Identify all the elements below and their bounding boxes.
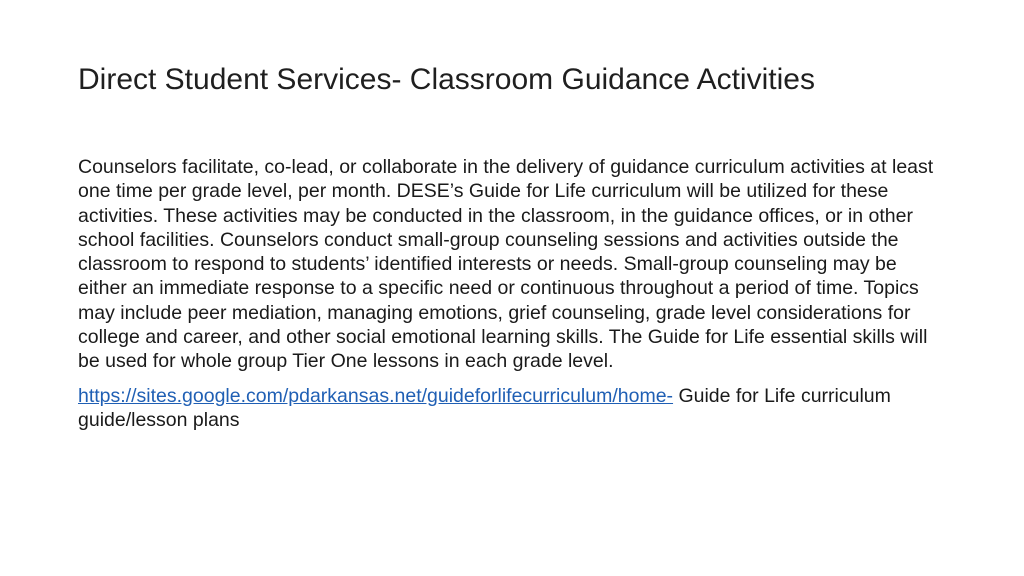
- body-paragraph: Counselors facilitate, co-lead, or collaborate in the delivery of guidance curriculum activities at least one time per grade level, per month. DESE’s Guide for Life curriculum will be utilized for these activities. These activities may be conducted in the classroom, in the guidance offices, or in other school facilities. Counselors conduct small-group counseling sessions and activities outside the classroom to respond to students’ identified interests or needs. Small-group counseling may be either an immediate response to a specific need or continuous throughout a period of time. Topics may include peer mediation, managing emotions, grief counseling, grade level considerations for college and career, and other social emotional learning skills. The Guide for Life essential skills will be used for whole group Tier One lessons in each grade level.: [78, 156, 934, 373]
- link-description: Guide for Life curriculum guide/lesson plans: [78, 384, 891, 431]
- slide-body: [78, 155, 950, 442]
- guide-for-life-link[interactable]: https://sites.google.com/pdarkansas.net/guideforlifecurriculum/home-: [78, 384, 674, 407]
- slide-title: Direct Student Services- Classroom Guidance Activities: [78, 63, 815, 96]
- link-paragraph: [78, 384, 950, 433]
